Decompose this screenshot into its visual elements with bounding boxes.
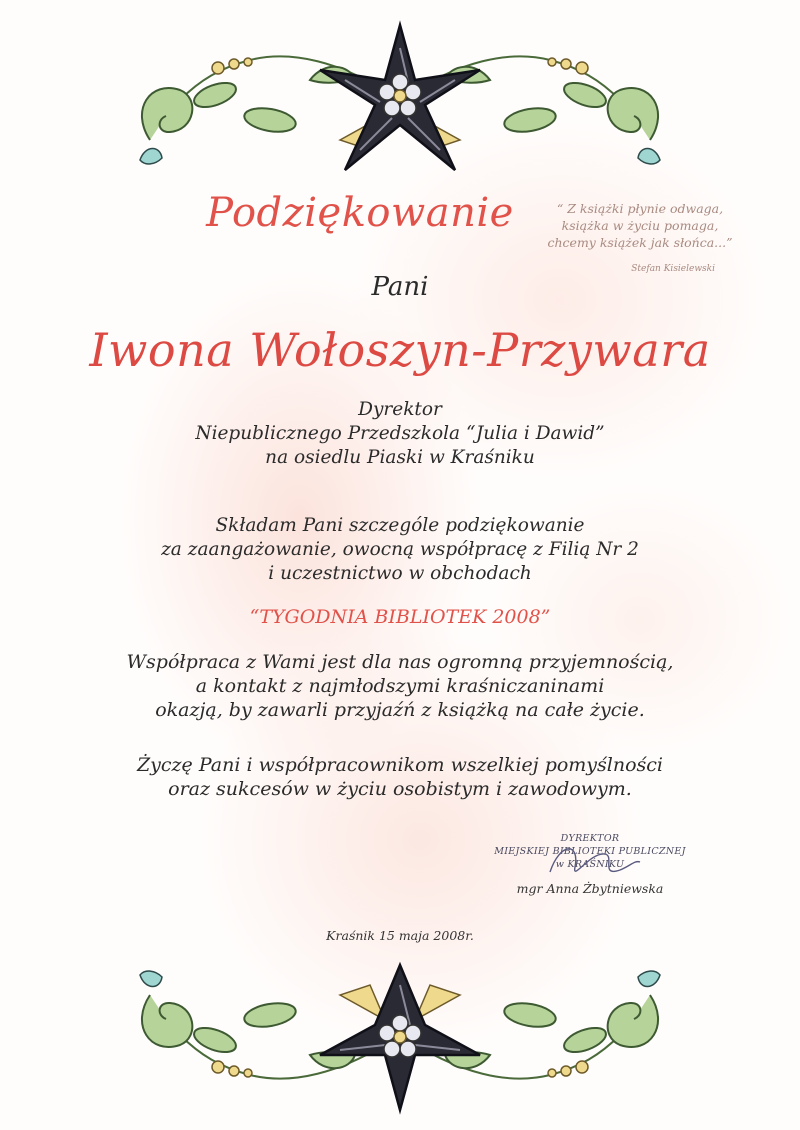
- official-stamp: [470, 832, 710, 871]
- signature-mark-icon: [530, 832, 650, 892]
- floral-ornament-icon: [110, 945, 690, 1115]
- role-line: na osiedlu Piaski w Kraśniku: [265, 447, 535, 468]
- thanks-line: Składam Pani szczególe podziękowanie: [215, 515, 585, 536]
- floral-ornament-icon: [110, 20, 690, 190]
- place-and-date: Kraśnik 15 maja 2008r.: [326, 928, 474, 943]
- stamp-line: w KRAŚNIKU: [555, 859, 625, 870]
- wish-line: oraz sukcesów w życiu osobistym i zawodowym.: [168, 778, 632, 800]
- thanks-paragraph: [0, 514, 800, 586]
- thanks-line: i uczestnictwo w obchodach: [268, 563, 532, 584]
- event-name: “TYGODNIA BIBLIOTEK 2008”: [249, 606, 551, 628]
- quote-line: książka w życiu pomaga,: [561, 218, 719, 233]
- quote-author: Stefan Kisielewski: [631, 264, 715, 274]
- signer-name: mgr Anna Żbytniewska: [516, 881, 664, 896]
- cooperation-line: Współpraca z Wami jest dla nas ogromną przyjemnością,: [126, 651, 674, 673]
- wish-line: Życzę Pani i współpracownikom wszelkiej pomyślności: [136, 754, 664, 776]
- salutation: Pani: [371, 272, 429, 302]
- quote-line: chcemy książek jak słońca...”: [547, 235, 733, 250]
- wishes-paragraph: [0, 753, 800, 801]
- cooperation-paragraph: [0, 650, 800, 722]
- quote-line: “ Z książki płynie odwaga,: [556, 201, 724, 216]
- recipient-name: Iwona Wołoszyn-Przywara: [89, 323, 711, 377]
- thanks-line: za zaangażowanie, owocną współpracę z Filią Nr 2: [161, 539, 639, 560]
- cooperation-line: okazją, by zawarli przyjaźń z książką na całe życie.: [155, 699, 645, 721]
- recipient-role: [0, 398, 800, 470]
- role-line: Niepublicznego Przedszkola “Julia i Dawid”: [195, 423, 605, 444]
- signature-block: [470, 832, 710, 896]
- certificate-title: Podziękowanie: [206, 190, 514, 236]
- cooperation-line: a kontakt z najmłodszymi kraśniczaninami: [195, 675, 605, 697]
- role-line: Dyrektor: [358, 399, 442, 420]
- stamp-line: DYREKTOR: [560, 833, 620, 844]
- motto-quote: [540, 200, 740, 278]
- stamp-line: MIEJSKIEJ BIBLIOTEKI PUBLICZNEJ: [494, 846, 686, 857]
